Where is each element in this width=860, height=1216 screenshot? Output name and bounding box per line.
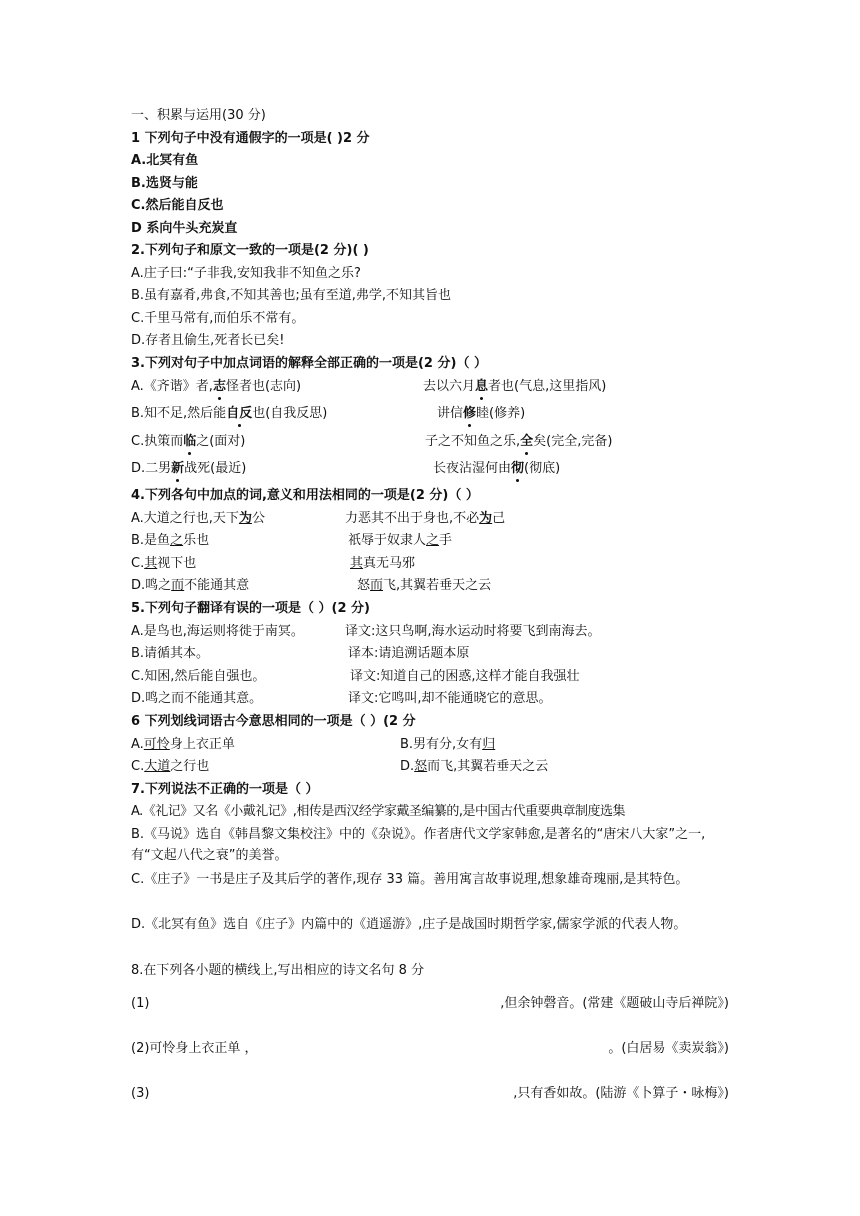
text: 不能通其意: [184, 578, 250, 593]
q7-stem: 7.下列说法不正确的一项是（ ）: [131, 782, 319, 797]
q6-option-b: [400, 736, 495, 754]
q3-option-c-second: [425, 433, 612, 451]
text: 也(自我反思): [252, 406, 328, 421]
q6-option-a: [131, 736, 235, 754]
q5-option-b-translation: 译本:请追溯话题本原: [348, 646, 470, 661]
text: 者也(气息,这里指风): [488, 379, 607, 394]
q1-option-b: B.选贤与能: [131, 176, 198, 191]
q4-option-c-second: [350, 555, 415, 573]
q8-item-1-tail: ,但余钟磬音。(常建《题破山寺后禅院》): [500, 996, 729, 1011]
dotted-word: 彻: [511, 461, 525, 476]
q1-option-d: D 系向牛头充炭直: [131, 221, 238, 236]
text: A.《齐谐》者,: [131, 379, 213, 394]
dotted-word: 志: [212, 379, 226, 394]
q4-option-a: [131, 510, 265, 528]
q3-option-b-second: [437, 405, 525, 423]
q7-option-d: D.《北冥有鱼》选自《庄子》内篇中的《逍遥游》,庄子是战国时期哲学家,儒家学派的代表人物。: [131, 917, 687, 932]
text: D.二男: [131, 461, 172, 476]
dotted-word: 修: [463, 406, 477, 421]
text: 而飞,其翼若垂天之云: [427, 759, 549, 774]
q3-option-d-second: [433, 460, 560, 478]
q6-stem: 6 下列划线词语古今意思相同的一项是（ ）(2 分: [131, 714, 416, 729]
section-title: 一、积累与运用(30 分): [131, 108, 266, 123]
text: 战死(最近): [184, 461, 247, 476]
q2-option-d: D.存者且偷生,死者长已矣!: [131, 333, 285, 348]
text: B.男有分,女有: [400, 737, 483, 752]
text: 睦(修养): [476, 406, 526, 421]
text: C.: [131, 556, 145, 571]
q8-item-3-number: (3): [131, 1086, 150, 1101]
q3-stem: 3.下列对句子中加点词语的解释全部正确的一项是(2 分)（ ）: [131, 356, 487, 371]
text: 长夜沾湿何由: [433, 461, 512, 476]
text: 怪者也(志向): [225, 379, 302, 394]
q3-option-a-second: [423, 378, 606, 396]
q5-option-c: C.知困,然后能自强也。: [131, 669, 266, 684]
text: 真无马邪: [363, 556, 416, 571]
marked-word: 为: [238, 511, 252, 526]
underlined-word: 怒: [414, 759, 428, 774]
text: 己: [492, 511, 506, 526]
q4-option-d-second: [357, 577, 491, 595]
text: 去以六月: [423, 379, 476, 394]
text: B.知不足,然后能: [131, 406, 227, 421]
text: C.: [131, 759, 145, 774]
q6-option-c: [131, 758, 209, 776]
q3-option-a: [131, 378, 301, 396]
q3-option-d: [131, 460, 246, 478]
q8-item-1-number: (1): [131, 996, 150, 1011]
dotted-word: 全: [520, 434, 534, 449]
q2-option-b: B.虽有嘉肴,弗食,不知其善也;虽有至道,弗学,不知其旨也: [131, 288, 451, 303]
q2-option-a: A.庄子曰:“子非我,安知我非不知鱼之乐?: [131, 266, 361, 281]
q5-option-d: D.鸣之而不能通其意。: [131, 691, 263, 706]
dotted-word: 临: [183, 434, 197, 449]
text: (彻底): [524, 461, 561, 476]
q1-stem: 1 下列句子中没有通假字的一项是( )2 分: [131, 131, 370, 146]
q8-item-2-tail: 。(白居易《卖炭翁》): [608, 1041, 729, 1056]
q8-item-2-head: (2)可怜身上衣正单 ，: [131, 1041, 258, 1056]
marked-word: 其: [144, 556, 158, 571]
underlined-word: 大道: [144, 759, 171, 774]
q8-item-3-tail: ,只有香如故。(陆游《卜算子・咏梅》): [513, 1086, 729, 1101]
text: B.是鱼: [131, 533, 171, 548]
marked-word: 为: [479, 511, 493, 526]
text: 讲信: [437, 406, 464, 421]
q5-option-c-translation: 译文:知道自己的困惑,这样才能自我强壮: [350, 669, 580, 684]
q4-option-c: [131, 555, 196, 573]
text: 怒: [357, 578, 371, 593]
q8-stem: 8.在下列各小题的横线上,写出相应的诗文名句 8 分: [131, 963, 425, 978]
text: 公: [251, 511, 265, 526]
text: 祇辱于奴隶人: [348, 533, 427, 548]
text: 子之不知鱼之乐,: [425, 434, 521, 449]
text: A.大道之行也,天下: [131, 511, 239, 526]
q1-option-a: A.北冥有鱼: [131, 153, 199, 168]
underlined-word: 归: [482, 737, 496, 752]
q2-stem: 2.下列句子和原文一致的一项是(2 分)( ): [131, 243, 369, 258]
text: 力恶其不出于身也,不必: [345, 511, 480, 526]
text: 视下也: [157, 556, 197, 571]
dotted-word: 自反: [226, 406, 253, 421]
marked-word: 之: [170, 533, 184, 548]
q7-option-c: C.《庄子》一书是庄子及其后学的著作,现存 33 篇。善用寓言故事说理,想象雄奇瑰丽,是其特色。: [131, 872, 689, 887]
q3-option-b: [131, 405, 327, 423]
q4-option-d: [131, 577, 249, 595]
text: A.: [131, 737, 144, 752]
q4-option-b: [131, 532, 209, 550]
text: 身上衣正单: [169, 737, 235, 752]
q4-stem: 4.下列各句中加点的词,意义和用法相同的一项是(2 分)（ ）: [131, 488, 479, 503]
q5-option-d-translation: 译文:它鸣叫,却不能通晓它的意思。: [348, 691, 552, 706]
text: 矣(完全,完备): [533, 434, 613, 449]
q5-option-a: A.是鸟也,海运则将徙于南冥。: [131, 624, 304, 639]
q5-stem: 5.下列句子翻译有误的一项是（ ）(2 分): [131, 601, 370, 616]
marked-word: 其: [350, 556, 364, 571]
text: 飞,其翼若垂天之云: [383, 578, 492, 593]
q1-option-c: C.然后能自反也: [131, 198, 224, 213]
text: D.: [400, 759, 415, 774]
text: 之(面对): [196, 434, 246, 449]
text: C.执策而: [131, 434, 184, 449]
dotted-word: 息: [475, 379, 489, 394]
dotted-word: 新: [171, 461, 185, 476]
q3-option-c: [131, 433, 245, 451]
text: D.鸣之: [131, 578, 172, 593]
q7-option-b: B.《马说》选自《韩昌黎文集校注》中的《杂说》。作者唐代文学家韩愈,是著名的“唐宋八大家”之一,有“文起八代之衰”的美誉。: [131, 827, 706, 863]
q2-option-c: C.千里马常有,而伯乐不常有。: [131, 311, 305, 326]
marked-word: 之: [426, 533, 440, 548]
text: 乐也: [183, 533, 210, 548]
q5-option-b: B.请循其本。: [131, 646, 210, 661]
underlined-word: 可怜: [143, 737, 170, 752]
q7-option-a: A.《礼记》又名《小戴礼记》,相传是西汉经学家戴圣编纂的,是中国古代重要典章制度选集: [131, 804, 626, 819]
q4-option-b-second: [348, 532, 452, 550]
text: 之行也: [170, 759, 210, 774]
marked-word: 而: [171, 578, 185, 593]
text: 手: [439, 533, 453, 548]
q5-option-a-translation: 译文:这只鸟啊,海水运动时将要飞到南海去。: [345, 624, 601, 639]
q6-option-d: [400, 758, 548, 776]
q4-option-a-second: [345, 510, 505, 528]
marked-word: 而: [370, 578, 384, 593]
